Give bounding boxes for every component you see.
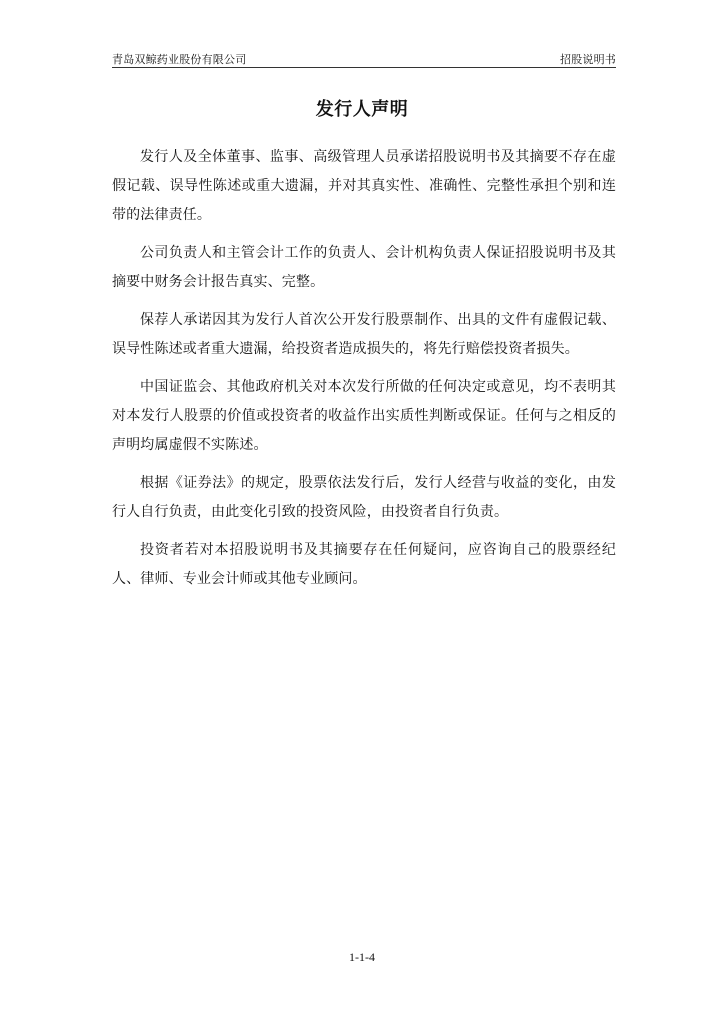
paragraph-sponsor-commitment: 保荐人承诺因其为发行人首次公开发行股票制作、出具的文件有虚假记载、误导性陈述或者重大遗漏，给投资者造成损失的，将先行赔偿投资者损失。 <box>112 312 616 357</box>
paragraph-financial-report-guarantee: 公司负责人和主管会计工作的负责人、会计机构负责人保证招股说明书及其摘要中财务会计报告真实、完整。 <box>112 245 616 290</box>
statement-body <box>112 143 616 603</box>
paragraph-investor-advice: 投资者若对本招股说明书及其摘要存在任何疑问，应咨询自己的股票经纪人、律师、专业会计师或其他专业顾问。 <box>112 542 616 587</box>
page-title: 发行人声明 <box>315 99 409 120</box>
page-header <box>112 49 616 68</box>
header-document-type: 招股说明书 <box>560 53 616 66</box>
page-number: 1-1-4 <box>349 950 375 964</box>
header-company-name: 青岛双鲸药业股份有限公司 <box>112 53 247 66</box>
paragraph-csrc-disclaimer: 中国证监会、其他政府机关对本次发行所做的任何决定或意见，均不表明其对本发行人股票的价值或投资者的收益作出实质性判断或保证。任何与之相反的声明均属虚假不实陈述。 <box>112 379 616 453</box>
paragraph-issuer-commitment: 发行人及全体董事、监事、高级管理人员承诺招股说明书及其摘要不存在虚假记载、误导性陈述或重大遗漏，并对其真实性、准确性、完整性承担个别和连带的法律责任。 <box>112 149 616 223</box>
paragraph-securities-law-risk: 根据《证券法》的规定，股票依法发行后，发行人经营与收益的变化，由发行人自行负责，由此变化引致的投资风险，由投资者自行负责。 <box>112 475 616 520</box>
